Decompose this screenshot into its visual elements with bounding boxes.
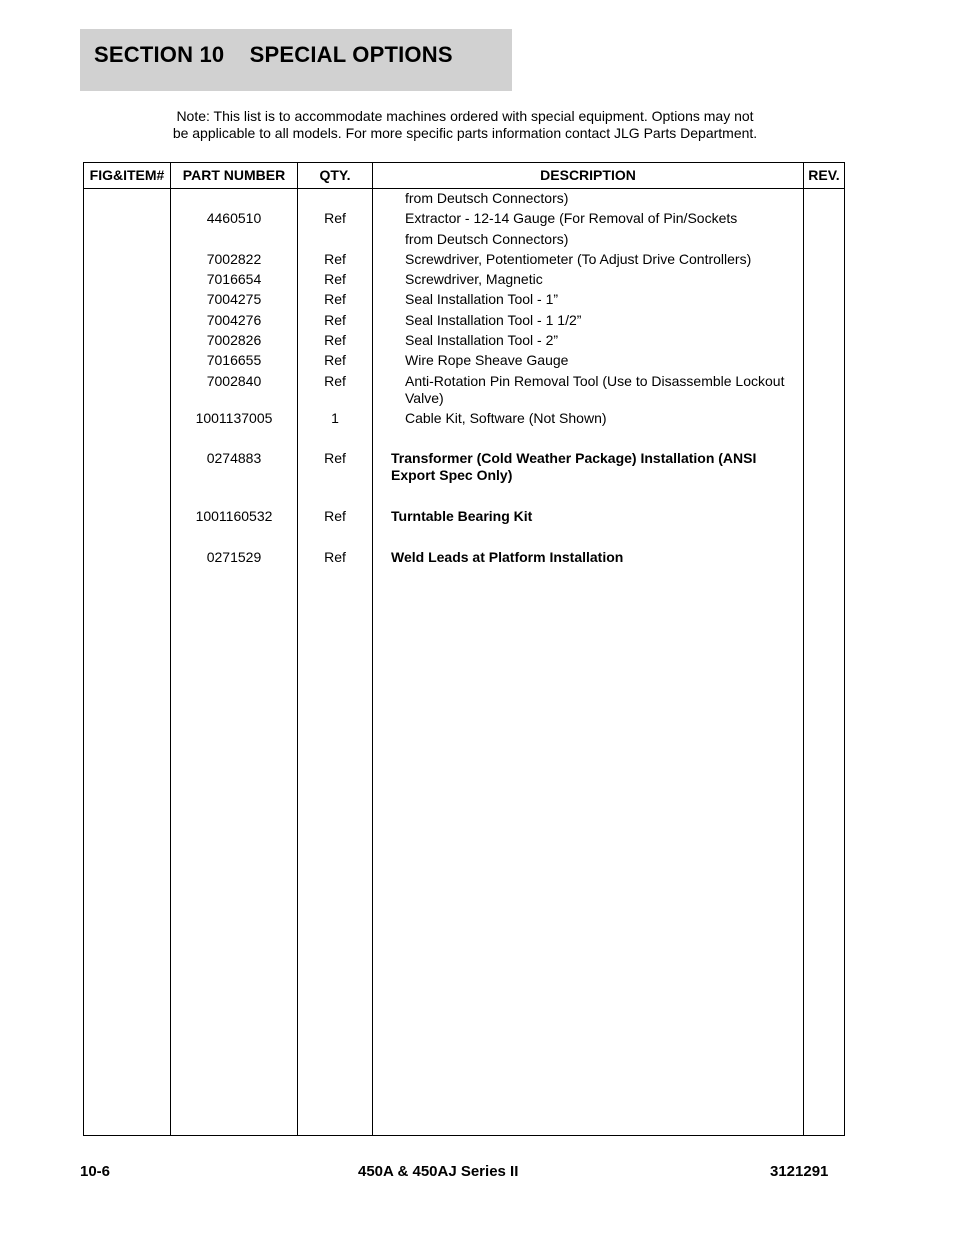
row-description: Screwdriver, Magnetic (405, 271, 543, 287)
column-divider (372, 163, 373, 1135)
row-description: Seal Installation Tool - 2” (405, 332, 559, 348)
row-part-number: 7002840 (206, 373, 262, 389)
row-qty: 1 (331, 410, 339, 426)
row-description: Turntable Bearing Kit (391, 508, 533, 524)
header-fig-item: FIG&ITEM# (89, 167, 165, 183)
row-part-number: 1001137005 (195, 410, 273, 426)
row-qty: Ref (324, 508, 346, 524)
note-text (150, 108, 780, 142)
row-description: Screwdriver, Potentiometer (To Adjust Drive Controllers) (405, 251, 752, 267)
row-part-number: 7002826 (206, 332, 262, 348)
row-qty: Ref (324, 373, 346, 389)
column-divider (170, 163, 171, 1135)
column-divider (297, 163, 298, 1135)
section-title: SECTION 10 SPECIAL OPTIONS (94, 42, 453, 67)
section-header-bar (80, 29, 512, 91)
row-part-number: 7016655 (206, 352, 262, 368)
footer-model: 450A & 450AJ Series II (358, 1163, 519, 1180)
header-description: DESCRIPTION (540, 167, 636, 183)
row-description: Extractor - 12-14 Gauge (For Removal of Pin/Sockets (405, 210, 738, 226)
row-qty: Ref (324, 251, 346, 267)
row-qty: Ref (324, 271, 346, 287)
row-part-number: 4460510 (206, 210, 262, 226)
header-divider (84, 188, 844, 189)
row-part-number: 7016654 (206, 271, 262, 287)
footer-page-number: 10-6 (80, 1163, 111, 1180)
row-qty: Ref (324, 352, 346, 368)
row-description: from Deutsch Connectors) (405, 231, 569, 247)
row-description: Weld Leads at Platform Installation (391, 549, 624, 565)
parts-table (83, 162, 845, 1136)
note-line-2: be applicable to all models. For more specific parts information contact JLG Parts Department. (172, 125, 758, 141)
row-qty: Ref (324, 312, 346, 328)
row-part-number: 7004275 (206, 291, 262, 307)
column-divider (803, 163, 804, 1135)
row-qty: Ref (324, 291, 346, 307)
note-line-1: Note: This list is to accommodate machines ordered with special equipment. Options may not (176, 108, 754, 124)
header-part-number: PART NUMBER (182, 167, 286, 183)
row-part-number: 7004276 (206, 312, 262, 328)
row-description: Wire Rope Sheave Gauge (405, 352, 569, 368)
row-part-number: 0274883 (206, 450, 262, 466)
row-part-number: 7002822 (206, 251, 262, 267)
row-part-number: 1001160532 (195, 508, 273, 524)
row-description: Cable Kit, Software (Not Shown) (405, 410, 607, 426)
footer-doc-number: 3121291 (770, 1163, 829, 1180)
row-description: Seal Installation Tool - 1” (405, 291, 559, 307)
row-description: Transformer (Cold Weather Package) Installation (ANSI Export Spec Only) (391, 450, 757, 483)
row-description: Seal Installation Tool - 1 1/2” (405, 312, 582, 328)
row-qty: Ref (324, 450, 346, 466)
row-part-number: 0271529 (206, 549, 262, 565)
row-qty: Ref (324, 332, 346, 348)
header-qty: QTY. (319, 167, 351, 183)
row-qty: Ref (324, 210, 346, 226)
header-rev: REV. (808, 167, 840, 183)
row-description: from Deutsch Connectors) (405, 190, 569, 206)
row-qty: Ref (324, 549, 346, 565)
row-description: Anti-Rotation Pin Removal Tool (Use to Disassemble Lockout Valve) (405, 373, 785, 406)
